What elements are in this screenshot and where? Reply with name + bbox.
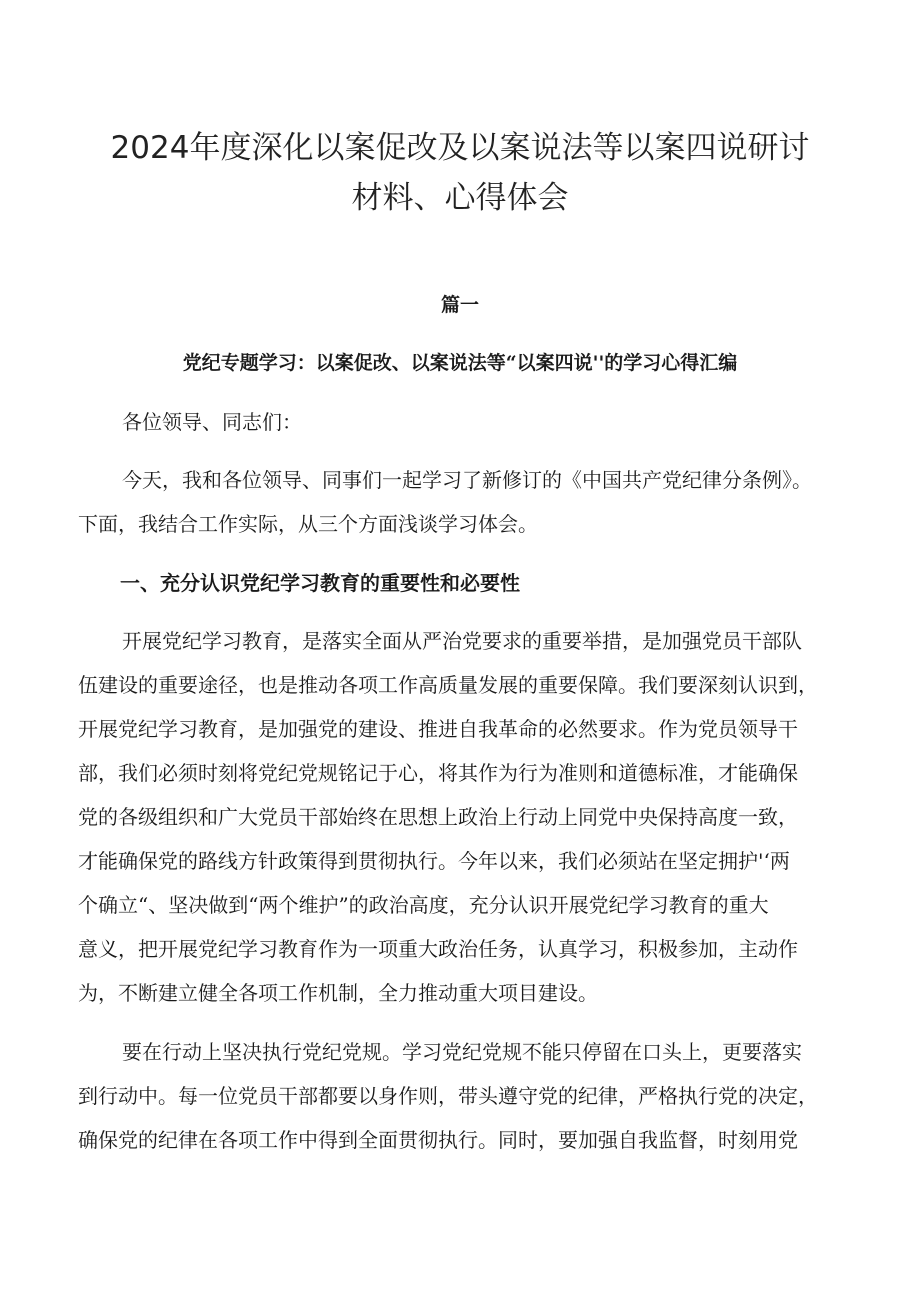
paragraph-line: 开展党纪学习教育，是加强党的建设、推进自我革命的必然要求。作为党员领导干 <box>78 717 798 741</box>
paragraph-line: 党的各级组织和广大党员干部始终在思想上政治上行动上同党中央保持高度一致， <box>78 805 798 829</box>
intro-line: 今天，我和各位领导、同事们一起学习了新修订的《中国共产党纪律分条例》。 <box>122 468 812 492</box>
paragraph-line: 要在行动上坚决执行党纪党规。学习党纪党规不能只停留在口头上，更要落实 <box>122 1040 802 1064</box>
heading-one: 一、充分认识党纪学习教育的重要性和必要性 <box>120 571 520 595</box>
paragraph-line: 伍建设的重要途径，也是推动各项工作高质量发展的重要保障。我们要深刻认识到， <box>78 673 818 697</box>
paragraph-line: 意义，把开展党纪学习教育作为一项重大政治任务，认真学习，积极参加，主动作 <box>78 937 798 961</box>
paragraph-line: 部，我们必须时刻将党纪党规铭记于心，将其作为行为准则和道德标准，才能确保 <box>78 761 798 785</box>
paragraph-line: 确保党的纪律在各项工作中得到全面贯彻执行。同时，要加强自我监督，时刻用党 <box>78 1128 798 1152</box>
intro-line: 下面，我结合工作实际，从三个方面浅谈学习体会。 <box>78 512 538 536</box>
paragraph-line: 到行动中。每一位党员干部都要以身作则，带头遵守党的纪律，严格执行党的决定， <box>78 1084 818 1108</box>
paragraph-line: 为，不断建立健全各项工作机制，全力推动重大项目建设。 <box>78 981 598 1005</box>
document-title-line-2: 材料、心得体会 <box>351 180 569 216</box>
paragraph-line: 开展党纪学习教育，是落实全面从严治党要求的重要举措，是加强党员干部队 <box>122 629 802 653</box>
document-title-line-1: 2024年度深化以案促改及以案说法等以案四说研讨 <box>110 130 810 166</box>
salutation: 各位领导、同志们： <box>122 410 302 434</box>
section-heading: 篇一 <box>440 294 479 316</box>
document-subtitle: 党纪专题学习：以案促改、以案说法等“以案四说''的学习心得汇编 <box>182 352 738 374</box>
paragraph-line: 才能确保党的路线方针政策得到贯彻执行。今年以来，我们必须站在坚定拥护'‘两 <box>78 849 790 873</box>
paragraph-line: 个确立“、坚决做到“两个维护”的政治高度，充分认识开展党纪学习教育的重大 <box>78 893 769 917</box>
